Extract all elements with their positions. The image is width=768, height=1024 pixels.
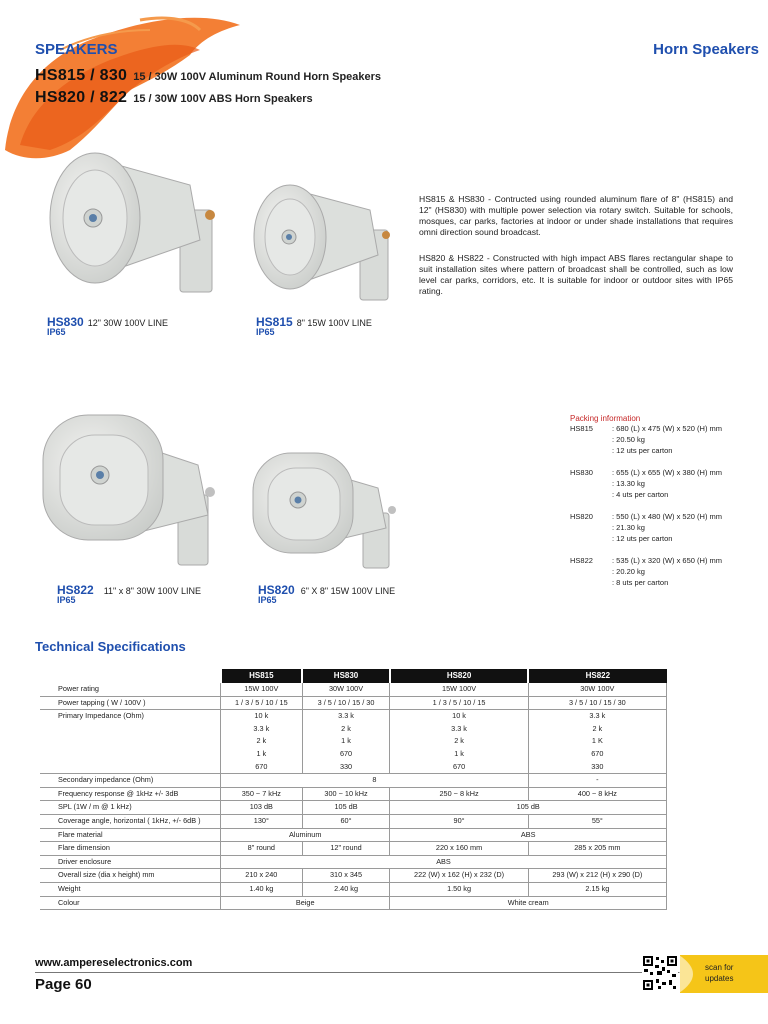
ip-rating: IP65 [57,595,76,605]
spec-cell-impedance [528,710,666,774]
spec-label: Secondary impedance (Ohm) [40,774,221,788]
scan-line: updates [705,974,734,983]
impedance-value: 3.3 k [338,711,354,721]
product-desc: 8" 15W 100V LINE [296,318,372,328]
table-row [40,801,667,815]
spec-cell: 60° [302,814,390,828]
spec-cell: 105 dB [390,801,667,815]
impedance-value: 1 k [256,748,267,758]
spec-cell: 250 ~ 8 kHz [390,787,528,801]
spec-cell: 8" round [221,842,303,856]
packing-line: : 4 uts per carton [612,489,669,499]
packing-line: : 680 (L) x 475 (W) x 520 (H) mm [612,424,723,433]
spec-table [40,669,667,910]
packing-line: : 20.50 kg [612,434,645,444]
impedance-value: 330 [339,761,353,771]
spec-label: Power tapping ( W / 100V ) [40,696,221,710]
impedance-value: 3.3 k [589,711,606,721]
spec-cell: 285 x 205 mm [528,842,666,856]
product-model: HS815 [256,315,293,329]
hs830-speaker-image [40,140,240,310]
impedance-value: 1 K [591,736,603,746]
spec-cell: - [528,774,666,788]
table-row [40,828,667,842]
impedance-value: 10 k [254,711,269,721]
spec-header-blank [40,669,221,683]
scan-line: scan for [705,963,734,972]
table-row [40,855,667,869]
table-row [40,814,667,828]
scan-for-updates-text [705,962,733,984]
spec-cell: 2.40 kg [302,882,390,896]
impedance-value: 2 k [341,723,351,733]
technical-specifications-title: Technical Specifications [35,639,186,654]
packing-values [612,468,722,500]
product-caption [258,581,395,599]
spec-label: Primary Impedance (Ohm) [40,710,221,774]
spec-label: Coverage angle, horizontal ( 1kHz, +/- 6dB ) [40,814,221,828]
spec-cell-impedance [302,710,390,774]
spec-cell: 222 (W) x 162 (H) x 232 (D) [390,869,528,883]
spec-cell: 30W 100V [528,683,666,696]
product-model: HS820 [258,583,295,597]
spec-cell: 130° [221,814,303,828]
page-number: Page 60 [35,976,92,993]
spec-cell: Beige [221,896,390,910]
spec-label: Flare material [40,828,221,842]
table-row [40,869,667,883]
footer-divider [35,972,735,973]
spec-cell: 105 dB [302,801,390,815]
impedance-value: 2 k [454,736,464,746]
website-link[interactable]: www.ampereselectronics.com [35,957,193,969]
packing-line: : 8 uts per carton [612,577,669,587]
impedance-value: 670 [255,761,268,771]
packing-values [612,424,722,456]
product-desc: 12" 30W 100V LINE [87,318,168,328]
packing-title: Packing information [570,414,641,423]
spec-cell: 12" round [302,842,390,856]
impedance-value: 1 k [341,736,351,746]
packing-model: HS820 [570,512,593,521]
packing-line: : 20.20 kg [612,566,645,576]
impedance-value: 330 [591,761,604,771]
product-model: HS830 [47,315,84,329]
spec-label: Weight [40,882,221,896]
model-title: HS820 / 822 [35,89,128,106]
spec-cell: 55° [528,814,666,828]
spec-cell: ABS [390,828,667,842]
category-title: Horn Speakers [653,41,759,58]
spec-cell: 2.15 kg [528,882,666,896]
spec-cell: 1.50 kg [390,882,528,896]
ip-rating: IP65 [258,595,277,605]
ip-rating: IP65 [47,327,66,337]
product-desc: 6" X 8" 15W 100V LINE [300,586,396,596]
spec-cell: 220 x 160 mm [390,842,528,856]
impedance-value: 2 k [256,736,267,746]
spec-column-header: HS820 [390,669,528,683]
impedance-value: 3.3 k [451,723,467,733]
spec-cell: 8 [221,774,529,788]
scan-arc-decoration [679,955,707,993]
impedance-value: 10 k [452,711,466,721]
packing-model: HS822 [570,556,593,565]
spec-label: SPL (1W / m @ 1 kHz) [40,801,221,815]
spec-cell: 3 / 5 / 10 / 15 / 30 [302,696,390,710]
table-row [40,710,667,774]
spec-cell: White cream [390,896,667,910]
model-heading-2 [35,89,313,107]
impedance-value: 670 [452,761,466,771]
spec-cell-impedance [390,710,528,774]
spec-cell: 103 dB [221,801,303,815]
model-heading-1 [35,67,381,85]
model-desc: 15 / 30W 100V ABS Horn Speakers [133,93,313,105]
packing-line: : 535 (L) x 320 (W) x 650 (H) mm [612,556,723,565]
spec-cell: 400 ~ 8 kHz [528,787,666,801]
product-model: HS822 [57,583,94,597]
packing-line: : 550 (L) x 480 (W) x 520 (H) mm [612,512,723,521]
spec-label: Overall size (dia x height) mm [40,869,221,883]
spec-cell: ABS [221,855,667,869]
model-title: HS815 / 830 [35,67,128,84]
section-title: SPEAKERS [35,41,118,58]
spec-cell: 15W 100V [390,683,528,696]
spec-cell: 1 / 3 / 5 / 10 / 15 [390,696,528,710]
impedance-value: 3.3 k [253,723,270,733]
packing-line: : 12 uts per carton [612,533,673,543]
hs820-speaker-image [248,448,423,573]
packing-values [612,512,722,544]
table-row [40,696,667,710]
spec-label: Colour [40,896,221,910]
spec-label: Flare dimension [40,842,221,856]
spec-cell: 1.40 kg [221,882,303,896]
packing-line: : 13.30 kg [612,478,645,488]
spec-cell: 310 x 345 [302,869,390,883]
impedance-value: 670 [339,748,353,758]
spec-cell-impedance [221,710,303,774]
impedance-value: 1 k [454,748,464,758]
spec-label: Frequency response @ 1kHz +/- 3dB [40,787,221,801]
spec-cell: 293 (W) x 212 (H) x 290 (D) [528,869,666,883]
description-hs820-hs822: HS820 & HS822 - Constructed with high impact ABS flares rectangular shape to suit installation sites where pattern of broadcast shall be controlled, such as low level car parks, corridors, etc. It is suitable for indoor or outdoor sites with IP65 rating. [419,253,733,296]
spec-cell: 1 / 3 / 5 / 10 / 15 [221,696,303,710]
spec-label: Power rating [40,683,221,696]
table-row [40,683,667,696]
product-desc: 11" x 8" 30W 100V LINE [103,586,201,596]
hs822-speaker-image [38,410,238,570]
spec-cell: 350 ~ 7 kHz [221,787,303,801]
impedance-value: 670 [591,748,604,758]
table-row [40,787,667,801]
spec-label: Driver enclosure [40,855,221,869]
spec-cell: Aluminum [221,828,390,842]
packing-values [612,556,722,588]
packing-line: : 655 (L) x 655 (W) x 380 (H) mm [612,468,723,477]
model-desc: 15 / 30W 100V Aluminum Round Horn Speakers [133,71,382,83]
spec-column-header: HS822 [528,669,666,683]
spec-column-header: HS815 [221,669,303,683]
spec-column-header: HS830 [302,669,390,683]
impedance-value: 2 k [592,723,603,733]
spec-cell: 210 x 240 [221,869,303,883]
table-row [40,896,667,910]
spec-cell: 90° [390,814,528,828]
table-row [40,842,667,856]
spec-cell: 30W 100V [302,683,390,696]
ip-rating: IP65 [256,327,275,337]
spec-cell: 15W 100V [221,683,303,696]
packing-model: HS830 [570,468,593,477]
spec-cell: 300 ~ 10 kHz [302,787,390,801]
packing-line: : 12 uts per carton [612,445,673,455]
product-caption [57,581,201,599]
table-row [40,882,667,896]
spec-cell: 3 / 5 / 10 / 15 / 30 [528,696,666,710]
packing-line: : 21.30 kg [612,522,645,532]
packing-model: HS815 [570,424,593,433]
qr-code-icon[interactable] [642,955,678,991]
description-hs815-hs830: HS815 & HS830 - Contructed using rounded aluminum flare of 8" (HS815) and 12" (HS830) with multiple power selection via rotary switch. Suitable for schools, mosques, car parks, factories at indoor or under shade installations that requires omni direction sound broadcast. [419,194,733,237]
spec-header-row [40,669,667,683]
table-row [40,774,667,788]
hs815-speaker-image [250,175,420,310]
